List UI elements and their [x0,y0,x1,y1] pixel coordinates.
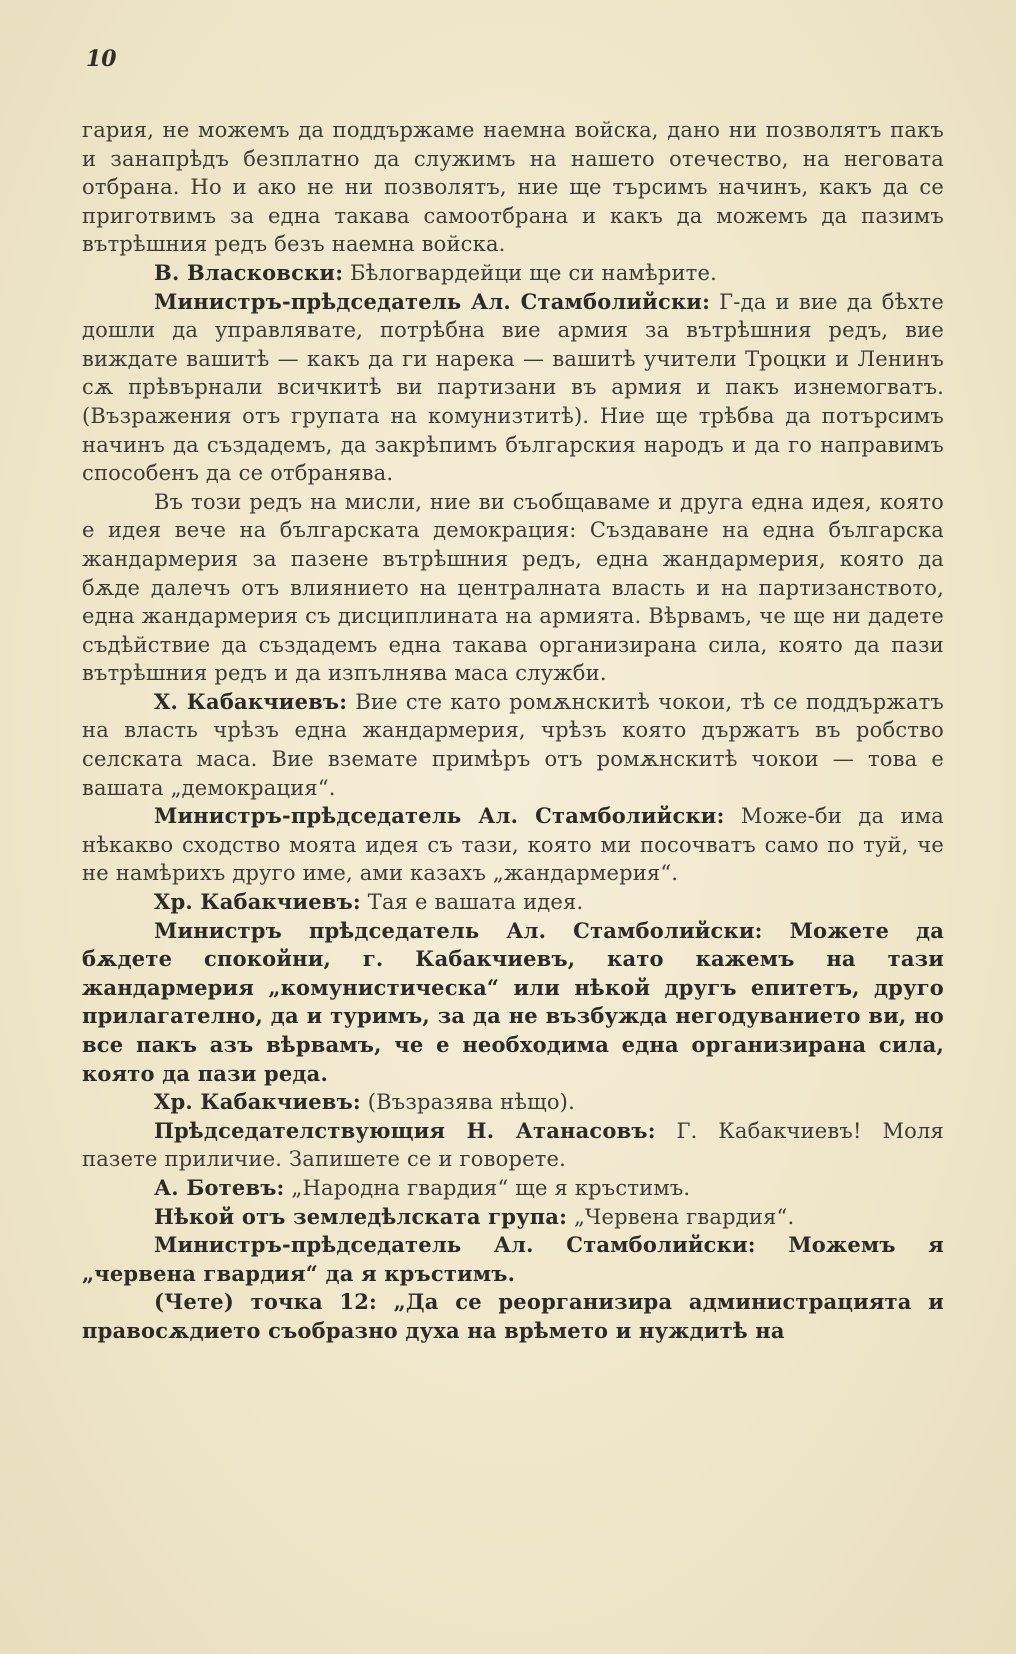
paragraph [82,488,944,688]
body-text [82,116,944,1346]
paragraph [82,288,944,488]
paragraph [82,917,944,1089]
speaker-name: Министръ-прѣдседатель Ал. Стамболийски: [154,803,725,829]
paragraph-text: Може-би да има нѣкакво сходство моята идея съ тази, която ми посочватъ само по туй, че не намѣрихъ друго име, ами казахъ „жандармерия“. [82,804,944,886]
page-number: 10 [86,46,117,72]
paragraph [82,259,944,288]
speaker-name: Прѣдседателствующия Н. Атанасовъ: [154,1117,656,1143]
paragraph-text: Тая е вашата идея. [360,890,584,915]
paragraph [82,1088,944,1117]
paragraph-text: Г. Кабакчиевъ! Моля пазете приличие. Запишете се и говорете. [82,1118,944,1172]
paragraph [82,888,944,917]
paragraph-text: Вие сте като ромѫнскитѣ чокои, тѣ се поддържатъ на власть чрѣзъ една жандармерия, чрѣзъ която държатъ въ робство селската маса. Вие вземате примѣръ отъ ромѫнскитѣ чокои — това е вашата „демокрация“. [82,689,944,800]
speaker-name: Х. Кабакчиевъ: [154,688,348,714]
paragraph [82,1288,944,1345]
speaker-name: Министръ-прѣдседатель Ал. Стамболийски: [154,1232,756,1258]
paragraph-text: Г-да и вие да бѣхте дошли да управлявате, потрѣбна вие армия за вътрѣшния редъ, вие виждате вашитѣ — какъ да ги нарека — вашитѣ учители Троцки и Ленинъ сѫ прѣвърнали всичкитѣ ви партизани въ армия и пакъ изнемогватъ. (Възражения отъ групата на комунизтитѣ). Ние ще трѣбва да потърсимъ начинъ да създадемъ, да закрѣпимъ българския народъ и да го направимъ способенъ да се отбранява. [82,289,945,486]
paragraph-text: Можете да бѫдете спокойни, г. Кабакчиевъ, като кажемъ на тази жандармерия „комунистическа“ или нѣкой другъ епитетъ, друго прилагателно, да и туримъ, за да не възбужда негодуванието ви, но все пакъ азъ вѣрвамъ, че е необходима една организирана сила, която да пази реда. [82,917,945,1086]
paragraph [82,802,944,888]
paragraph [82,688,944,802]
paragraph-text: (Чете) точка 12: „Да се реорганизира администрацията и правосѫдието съобразно духа на врѣмето и нуждитѣ на [82,1289,944,1343]
speaker-name: А. Ботевъ: [154,1174,285,1200]
paragraph-text: „Народна гвардия“ ще я кръстимъ. [284,1175,691,1200]
paragraph-text: Въ този редъ на мисли, ние ви съобщаваме и друга една идея, която е идея вече на българската демокрация: Създаване на една българска жандармерия за пазене вътрѣшния редъ, една жандармерия, която да бѫде далечъ отъ влиянието на централната власть и на партизанството, една жандармерия съ дисциплината на армията. Вѣрвамъ, че ще ни дадете съдѣйствие да създадемъ една такава организирана сила, която да пази вътрѣшния редъ и да изпълнява маса служби. [82,489,944,686]
speaker-name: Министръ прѣдседатель Ал. Стамболийски: [154,917,763,943]
paragraph-text: (Възразява нѣщо). [360,1090,575,1115]
paragraph-text: гария, не можемъ да поддържаме наемна войска, дано ни позволятъ пакъ и занапрѣдъ безплатно да служимъ на нашето отечество, на неговата отбрана. Но и ако не ни позволятъ, ние ще търсимъ начинъ, какъ да се приготвимъ за една такава самоотбрана и какъ да можемъ да пазимъ вътрѣшния редъ безъ наемна войска. [82,118,944,257]
paragraph [82,1231,944,1288]
paragraph [82,1117,944,1174]
speaker-name: В. Власковски: [154,259,344,285]
paragraph-text: Можемъ я „червена гвардия“ да я кръстимъ. [82,1232,944,1286]
paragraph [82,1174,944,1203]
paragraph [82,116,944,259]
paragraph [82,1203,944,1232]
speaker-name: Министръ-прѣдседатель Ал. Стамболийски: [154,288,711,314]
paragraph-text: „Червена гвардия“. [567,1204,795,1229]
speaker-name: Хр. Кабакчиевъ: [154,889,361,915]
speaker-name: Нѣкой отъ земледѣлската група: [154,1203,568,1229]
paragraph-text: Бѣлогвардейци ще си намѣрите. [343,260,717,285]
speaker-name: Хр. Кабакчиевъ: [154,1089,361,1115]
